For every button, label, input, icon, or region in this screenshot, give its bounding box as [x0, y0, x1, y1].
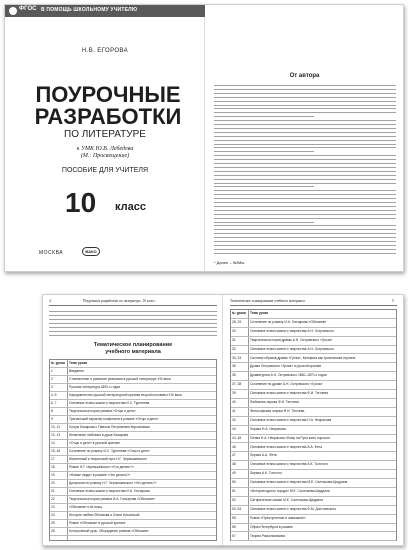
table-row [50, 520, 216, 528]
series-label: В ПОМОЩЬ ШКОЛЬНОМУ УЧИТЕЛЮ [41, 7, 138, 13]
lesson-topic: Образ Петербурга в романе [250, 524, 293, 529]
table-row [50, 440, 216, 448]
table-row [231, 346, 396, 355]
lesson-topic: «Отцы и дети» в русской критике [69, 441, 120, 445]
lesson-number: 10, 11 [51, 425, 60, 429]
lesson-number: 56 [232, 524, 236, 529]
lesson-number: 18 [51, 465, 55, 469]
book-subject: ПО ЛИТЕРАТУРЕ [64, 129, 146, 140]
lesson-number: 28, 29 [232, 319, 242, 324]
umk-line-2: (М.: Просвещение) [80, 153, 130, 159]
lesson-number: 32 [232, 346, 236, 351]
lesson-topic: Дискуссия по роману Н.Г. Чернышевского «Что делать?» [69, 481, 157, 485]
text-line [214, 140, 396, 141]
table-row [50, 376, 216, 384]
table-row [231, 461, 396, 470]
lesson-topic: Контрольный урок. Обсуждение романа «Обломов» [69, 529, 149, 533]
grade-number: 10 [65, 187, 97, 218]
text-line [214, 151, 314, 152]
lesson-number: 17 [51, 457, 55, 461]
lesson-topic: Основные этапы жизни и творчества А.Н. Островского [250, 346, 334, 351]
text-line [214, 93, 396, 94]
lesson-number: 53, 54 [232, 506, 242, 511]
table-row [50, 480, 216, 488]
table-row [231, 381, 396, 390]
left-running-header: Поурочные разработки по литературе. 10 класс [83, 299, 156, 303]
table-row [231, 355, 396, 364]
table-row [231, 470, 396, 479]
table-row [231, 399, 396, 408]
table-row [231, 444, 396, 453]
author-name: Н.В. ЕГОРОВА [81, 48, 129, 54]
text-line [214, 210, 396, 211]
text-line [214, 225, 396, 226]
lesson-number: 21 [51, 489, 55, 493]
lesson-number: 31 [232, 337, 236, 342]
lesson-topic: Теория Раскольникова [250, 533, 285, 538]
text-line [214, 194, 396, 195]
text-line [214, 144, 396, 145]
publisher-city: МОСКВА [39, 250, 64, 256]
right-page [224, 295, 403, 545]
lesson-number: 25 [51, 521, 55, 525]
text-line [214, 237, 396, 238]
lesson-topic: Основные этапы жизни и творчества М.Е. Салтыкова-Щедрина [250, 480, 348, 485]
table-row [231, 515, 396, 524]
lesson-number: 46 [232, 444, 236, 449]
lesson-topic: Сочинение по роману И.С. Тургенева «Отцы и дети» [69, 449, 150, 453]
table-row [50, 488, 216, 496]
table-row [50, 384, 216, 392]
text-line [214, 120, 396, 121]
text-line [214, 202, 396, 203]
table-row [50, 400, 216, 408]
umk-line-1: к УМК Ю.В. Лебедева [76, 146, 134, 152]
text-line [214, 163, 396, 164]
lesson-topic: Роман Н.Г. Чернышевского «Что делать?» [69, 465, 134, 469]
table-header-topic: Тема урока [250, 311, 269, 315]
lesson-number: 23 [51, 505, 55, 509]
text-line [214, 214, 396, 215]
text-line [214, 183, 396, 184]
about-title: От автора [289, 73, 320, 79]
lesson-number: 48 [232, 462, 236, 467]
text-line [49, 327, 217, 328]
table-row [231, 408, 396, 417]
text-line [214, 218, 396, 219]
lesson-topic: Основные этапы жизни и творчества Ф.И. Тютчева [250, 391, 328, 396]
table-row [231, 506, 396, 515]
lesson-topic: «История одного города» М.Е. Салтыкова-Щедрина [250, 489, 330, 493]
text-line [214, 206, 396, 207]
umk-note [5, 146, 205, 160]
text-line [214, 85, 396, 86]
text-line [214, 175, 396, 176]
lesson-number: 9 [51, 417, 53, 421]
text-line [214, 229, 396, 230]
table-header-row [50, 360, 216, 368]
text-line [214, 159, 396, 160]
table-row [50, 528, 216, 536]
table-row [231, 426, 396, 435]
text-line [49, 315, 217, 316]
text-line [214, 112, 396, 113]
right-page-number: 5 [392, 299, 394, 303]
right-header-rule [230, 305, 397, 306]
book-title [23, 84, 193, 128]
about-footnote: * Далее – КИМы. [214, 260, 246, 265]
table-row [50, 504, 216, 512]
lesson-number: 51 [232, 489, 236, 493]
table-row [50, 472, 216, 480]
lesson-topic: Испытание любовью в душе Базарова [69, 433, 129, 437]
lesson-number: 26 [51, 529, 55, 533]
table-row [231, 479, 396, 488]
lesson-topic: История любви Обломова и Ольги Ильинской [69, 513, 140, 517]
lesson-topic: Основные этапы жизни и творчества И.С. Тургенева [69, 401, 150, 405]
about-page [206, 5, 403, 271]
lesson-number: 40 [232, 400, 236, 404]
text-line [49, 335, 217, 336]
fgos-label: ФГОС [19, 6, 37, 12]
lesson-number: 50 [232, 480, 236, 485]
lesson-number: 15, 16 [51, 449, 61, 453]
text-line [214, 105, 396, 106]
lesson-topic: Лирика А.А. Фета [250, 453, 277, 458]
text-line [214, 253, 396, 254]
lesson-topic: Становление и развитие реализма в русской литературе XIX века [69, 377, 171, 381]
lesson-topic: Сочинение по роману И.А. Гончарова «Обломов» [250, 319, 327, 324]
lesson-number: 57 [232, 533, 236, 538]
lesson-topic: Русская литература 1850-х годов [69, 385, 120, 389]
book-spread-cover [4, 4, 404, 272]
lesson-number: 47 [232, 453, 236, 458]
lesson-number: 20 [51, 481, 55, 485]
lesson-topic: Драматургия А.Н. Островского 1860–1870-х годов [250, 373, 327, 378]
text-line [214, 108, 396, 109]
lesson-number: 43 [232, 426, 236, 431]
table-row [231, 363, 396, 372]
plan-title [43, 342, 223, 356]
table-row [231, 452, 396, 461]
text-line [214, 124, 396, 125]
series-banner [5, 5, 205, 17]
text-line [214, 97, 396, 98]
text-line [214, 89, 396, 90]
table-row [50, 408, 216, 416]
lesson-number: 4, 5 [51, 393, 57, 397]
lesson-number: 55 [232, 515, 236, 520]
lesson-number: 30 [232, 328, 236, 333]
right-lesson-table [230, 309, 397, 541]
lesson-topic: Основные этапы жизни и творчества А.Н. Островского [250, 328, 334, 333]
text-line [214, 186, 314, 187]
lesson-topic: Основные этапы жизни и творчества И.А. Гончарова [69, 489, 150, 493]
text-line [214, 101, 396, 102]
cover-page [5, 5, 205, 271]
lesson-topic: Поэма Н.А. Некрасова «Кому на Руси жить хорошо» [250, 435, 331, 440]
left-lesson-table [49, 359, 217, 541]
text-line [214, 233, 396, 234]
lesson-topic: Народничество русской литературной критики второй половины XIX века [69, 393, 182, 397]
lesson-number: 33, 34 [232, 355, 242, 360]
book-spread-contents [42, 294, 404, 546]
book-title-line-1: ПОУРОЧНЫЕ [35, 82, 181, 107]
plan-title-line-1: Тематическое планирование [93, 342, 173, 348]
text-line [214, 155, 396, 156]
text-line [49, 319, 217, 320]
lesson-topic: Роман «Преступление и наказание» [250, 515, 306, 520]
table-row [50, 448, 216, 456]
lesson-number: 35 [232, 364, 236, 369]
lesson-number: 12, 13 [51, 433, 61, 437]
right-running-header: Тематическое планирование учебного материала [230, 299, 305, 303]
text-line [49, 331, 217, 332]
lesson-number: 2 [51, 377, 53, 381]
text-line [214, 116, 314, 117]
lesson-topic: Трагический характер конфликта в романе «Отцы и дети» [69, 417, 159, 421]
table-row [50, 368, 216, 376]
text-line [49, 311, 217, 312]
text-line [214, 179, 396, 180]
text-line [214, 190, 396, 191]
lesson-topic: Жизненный и творческий путь Н.Г. Чернышевского [69, 457, 147, 461]
table-row [231, 488, 396, 497]
plan-title-line-2: учебного материала [105, 349, 161, 355]
lesson-number: 24 [51, 513, 55, 517]
lesson-topic: Творческая история романа «Отцы и дети» [69, 409, 136, 413]
lesson-number: 49 [232, 471, 236, 476]
table-row [231, 372, 396, 381]
lesson-number: 22 [51, 497, 55, 501]
table-row [50, 432, 216, 440]
lesson-topic: Сатирические сказки М.Е. Салтыкова-Щедрина [250, 497, 323, 502]
lesson-topic: Творческая история драмы А.Н. Островского «Гроза» [250, 337, 333, 342]
text-line [214, 136, 396, 137]
lesson-topic: Споры Базарова с Павлом Петровичем Кирсановым [69, 425, 150, 429]
lesson-topic: Сочинение по драме А.Н. Островского «Гроза» [250, 382, 323, 387]
guide-label: ПОСОБИЕ ДЛЯ УЧИТЕЛЯ [61, 167, 149, 174]
lesson-number: 42 [232, 417, 236, 422]
table-row [50, 512, 216, 520]
fgos-logo-icon [9, 7, 17, 15]
lesson-topic: Основные этапы жизни и творчества Н.А. Некрасова [250, 417, 332, 422]
table-row [231, 337, 396, 346]
text-line [214, 167, 396, 168]
lesson-topic: Любовная лирика Ф.И. Тютчева [250, 400, 299, 404]
table-row [50, 456, 216, 464]
table-row [50, 464, 216, 472]
table-row [231, 390, 396, 399]
table-row [231, 435, 396, 444]
grade-word: класс [115, 201, 146, 213]
lesson-number: 14 [51, 441, 55, 445]
book-title-line-2: РАЗРАБОТКИ [34, 104, 182, 129]
text-line [214, 249, 396, 250]
table-row [50, 424, 216, 432]
publisher-logo: ВАКО [82, 247, 100, 256]
text-line [214, 128, 396, 129]
text-line [214, 198, 396, 199]
lesson-number: 19 [51, 473, 55, 477]
lesson-topic: Лирика Н.А. Некрасова [250, 426, 286, 431]
lesson-number: 3 [51, 385, 53, 389]
lesson-topic: Лирика А.К. Толстого [250, 471, 283, 476]
text-line [214, 222, 314, 223]
lesson-number: 1 [51, 369, 53, 373]
table-header-topic: Тема урока [69, 361, 88, 365]
text-line [49, 323, 217, 324]
lesson-topic: Драма Островского «Гроза» в русской критике [250, 364, 322, 369]
text-line [214, 147, 396, 148]
table-header-num: № урока [51, 361, 65, 365]
lesson-number: 6, 7 [51, 401, 57, 405]
table-row [50, 496, 216, 504]
lesson-number: 36 [232, 373, 236, 378]
lesson-topic: Философская лирика Ф.И. Тютчева [250, 408, 305, 413]
table-row [231, 319, 396, 328]
text-line [214, 245, 396, 246]
lesson-number: 41 [232, 408, 236, 413]
table-header-num: № урока [232, 311, 246, 315]
lesson-topic: Основные этапы жизни и творчества Ф.М. Достоевского [250, 506, 336, 511]
text-line [214, 241, 396, 242]
lesson-topic: «Обломов» и Штольц [69, 505, 103, 509]
text-line [214, 171, 396, 172]
table-row [231, 497, 396, 506]
table-row [231, 524, 396, 533]
lesson-topic: Введение [69, 369, 84, 373]
table-row [50, 392, 216, 400]
lesson-topic: Основные этапы жизни и творчества А.К. Толстого [250, 462, 328, 467]
table-header-row [231, 310, 396, 319]
lesson-topic: Творческая история романа И.А. Гончарова «Обломов» [69, 497, 155, 501]
left-page [43, 295, 223, 545]
lesson-topic: Система образов драмы «Гроза». Катерина как трагическая героиня [250, 355, 356, 360]
table-row [231, 533, 396, 542]
lesson-number: 52 [232, 497, 236, 502]
lesson-number: 39 [232, 391, 236, 396]
lesson-topic: «Новые люди» в романе «Что делать?» [69, 473, 131, 477]
lesson-topic: Роман «Обломов» в русской критике [69, 521, 126, 525]
lesson-number: 37, 38 [232, 382, 242, 387]
left-page-number: 4 [49, 299, 51, 303]
table-row [50, 416, 216, 424]
lesson-number: 8 [51, 409, 53, 413]
left-header-rule [49, 305, 217, 306]
lesson-topic: Основные этапы жизни и творчества А.А. Фета [250, 444, 323, 449]
text-line [214, 132, 396, 133]
table-row [231, 328, 396, 337]
table-row [231, 417, 396, 426]
lesson-number: 44, 45 [232, 435, 242, 440]
